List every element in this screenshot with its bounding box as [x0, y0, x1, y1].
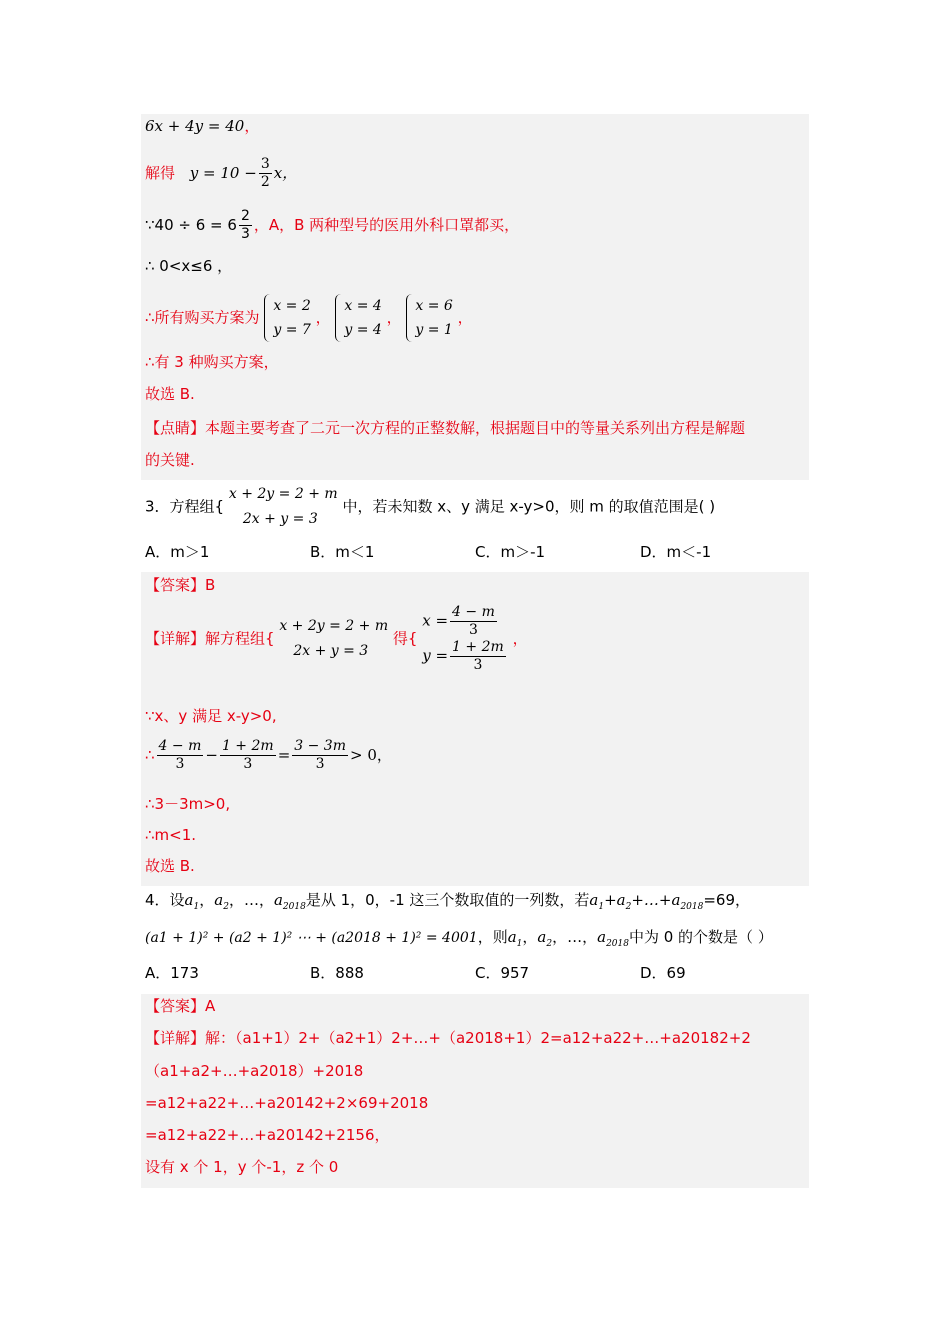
q3-option-c: C．m＞-1 — [475, 543, 546, 561]
question-number: 3．方程组{ — [145, 497, 225, 516]
equation: y = 10 − — [189, 164, 257, 182]
question-text: 是从 1，0，-1 这三个数取值的一列数，若 — [305, 891, 590, 909]
q4-stem-line-1: 4．设$a_1$，$a_2$，…，$a_{2018}$是从 1，0，-1 这三个数取值的一列数，若$a_1+a_2+\dots+a_{2018}=69$， — [145, 891, 750, 912]
question-text: 中为 0 的个数是（ ） — [628, 928, 773, 946]
equation: ∵40 ÷ 6 = 6 — [145, 216, 237, 234]
q4-detail-line-3: =a12+a22+…+a20142+2×69+2018 — [145, 1094, 429, 1112]
therefore: ∴ — [145, 746, 155, 764]
inequality: ∴ 0<x≤6 ， — [145, 257, 233, 275]
s2-line-1 — [145, 116, 259, 136]
q3-solution: x = $\frac{4 - m}{3}$ y = $\frac{1 + 2m}{3}$ — [422, 604, 504, 673]
fraction: $\frac{3 - 3m}{3}$ — [294, 738, 346, 772]
text: ∴所有购买方案为 — [145, 308, 260, 327]
system-1: x = 2 y = 7 — [264, 294, 310, 342]
q4-option-a: A．173 — [145, 964, 199, 982]
question-text: ，则 — [477, 928, 508, 946]
q3-system: x + 2y = 2 + m 2x + y = 3 — [228, 486, 338, 527]
q4-option-c: C．957 — [475, 964, 530, 982]
q3-detail-system: x + 2y = 2 + m 2x + y = 3 — [279, 618, 389, 659]
q4-detail-line-2: （a1+a2+…+a2018）+2018 — [145, 1062, 364, 1080]
equation-tail: x， — [273, 164, 298, 182]
operator: = — [277, 746, 291, 764]
fraction: $\frac{2}{3}$ — [240, 208, 250, 242]
label-solve: 解得 — [145, 164, 176, 182]
q4-detail-line-5: 设有 x 个 1，y 个-1，z 个 0 — [145, 1158, 339, 1176]
q3-detail-line-3 — [145, 738, 392, 773]
fraction: $\frac{3}{2}$ — [260, 156, 270, 190]
punct: ， — [199, 891, 215, 909]
q4-stem-line-2: (a1 + 1)² + (a2 + 1)² ⋯ + (a2018 + 1)² = 4001，则$a_1$，$a_2$，…，$a_{2018}$中为 0 的个数是（ ） — [145, 928, 773, 949]
q3-option-d: D．m＜-1 — [640, 543, 712, 561]
punct: ， — [244, 117, 260, 135]
q4-detail-line-1: 【详解】解：（a1+1）2+（a2+1）2+…+（a2018+1）2=a12+a22+…+a20182+2 — [145, 1029, 751, 1047]
q3-option-b: B．m＜1 — [310, 543, 375, 561]
q3-detail-line-4: ∴3－3m>0, — [145, 795, 231, 813]
question-text: =69， — [703, 891, 750, 909]
question-number: 4．设 — [145, 891, 185, 909]
s2-line-3 — [145, 208, 519, 243]
s2-line-4 — [145, 256, 232, 276]
s2-comment-cont: 的关键. — [145, 451, 195, 469]
s2-line-2 — [145, 156, 297, 191]
q4-option-b: B．888 — [310, 964, 364, 982]
system-3: x = 6 y = 1 — [406, 294, 452, 342]
inequality-tail: > 0， — [350, 746, 392, 764]
s2-line-6: ∴有 3 种购买方案， — [145, 353, 279, 371]
q3-detail-line-6: 故选 B. — [145, 857, 195, 875]
s2-line-7: 故选 B. — [145, 385, 195, 403]
punct: ， — [386, 308, 402, 327]
fraction: $\frac{1 + 2m}{3}$ — [221, 738, 274, 772]
system-2: x = 4 y = 4 — [335, 294, 381, 342]
operator: − — [205, 746, 218, 764]
q3-option-a: A．m＞1 — [145, 543, 210, 561]
equation: 6x + 4y = 40 — [145, 117, 245, 135]
s2-line-5 — [145, 294, 473, 342]
punct: ， — [457, 308, 473, 327]
q3-detail-line-2: ∵x、y 满足 x-y>0, — [145, 707, 277, 725]
q3-answer: 【答案】B — [145, 576, 216, 594]
q4-detail-line-4: =a12+a22+…+a20142+2156， — [145, 1126, 390, 1144]
equation: (a1 + 1)² + (a2 + 1)² ⋯ + (a2018 + 1)² = 4001 — [145, 930, 478, 946]
q4-answer: 【答案】A — [145, 997, 216, 1015]
question-text: 中，若未知数 x、y 满足 x-y>0，则 m 的取值范围是( ) — [342, 497, 716, 516]
punct: ， — [512, 629, 528, 648]
q3-detail-line-5: ∴m<1. — [145, 826, 197, 844]
text: 得{ — [392, 629, 418, 648]
q4-option-d: D．69 — [640, 964, 686, 982]
label-detail: 【详解】解方程组{ — [145, 629, 275, 648]
text: ，A，B 两种型号的医用外科口罩都买， — [253, 216, 520, 234]
q3-stem — [145, 482, 715, 532]
q3-detail — [145, 604, 528, 674]
fraction: $\frac{4 - m}{3}$ — [158, 738, 202, 772]
s2-comment: 【点睛】本题主要考查了二元一次方程的正整数解，根据题目中的等量关系列出方程是解题 — [145, 419, 746, 437]
punct: ，…， — [228, 891, 274, 909]
punct: ， — [315, 308, 331, 327]
